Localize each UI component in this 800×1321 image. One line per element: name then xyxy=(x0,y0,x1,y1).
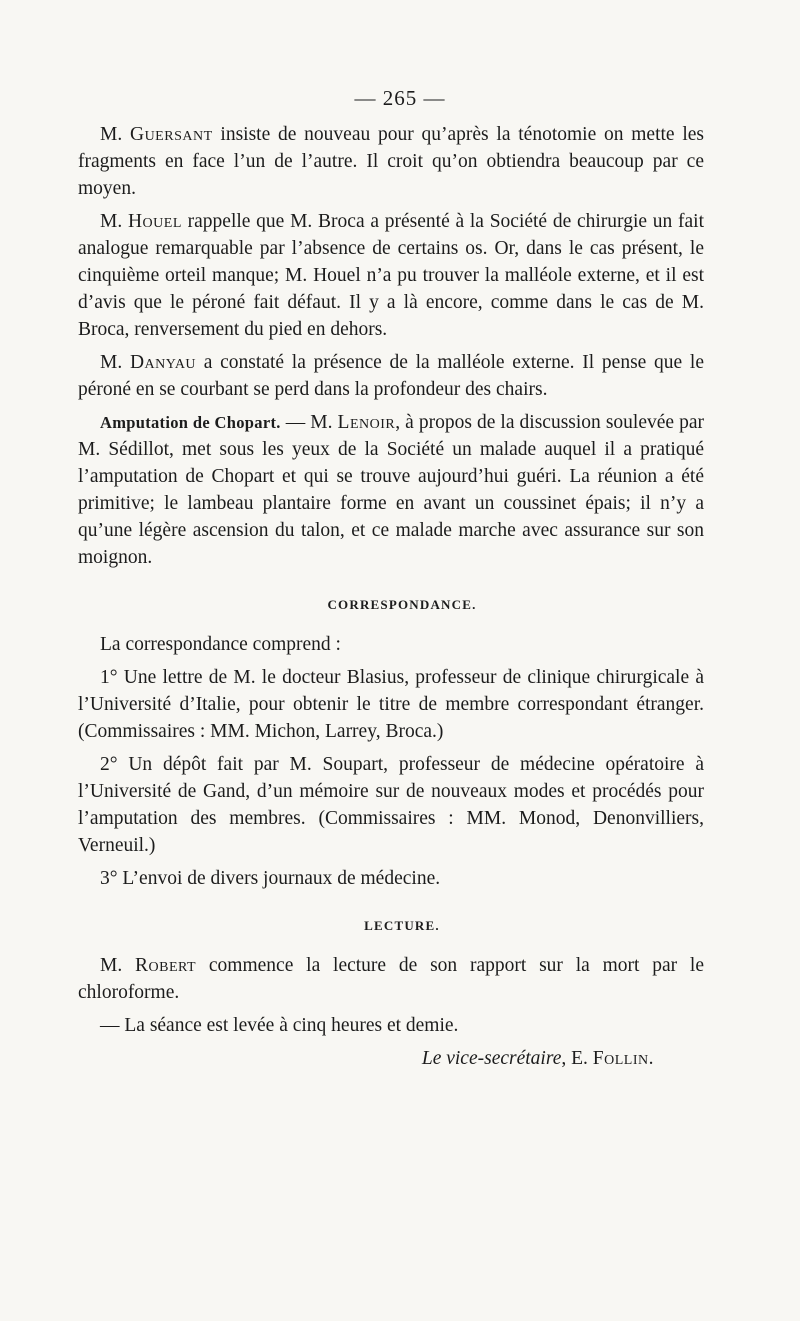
lead-dash: — M. xyxy=(280,412,338,433)
signature-role: Le vice-secrétaire xyxy=(421,1048,562,1069)
speaker-name: Houel xyxy=(127,211,182,232)
paragraph-text: a constaté la présence de la malléole externe. Il pense que le péroné en se courbant se perd dans la profondeur des chairs. xyxy=(78,352,704,400)
speaker-prefix: M. xyxy=(100,211,123,232)
correspondance-intro: La correspondance comprend : xyxy=(100,634,341,655)
section-lead: Amputation de Chopart. xyxy=(100,413,281,432)
paragraph-text: , à propos de la discussion soulevée par M. Sédillot, met sous les yeux de la Société un malade auquel il a pratiqué l’amputation de Chopart et qui se trouve aujourd’hui guéri. La réunion a été primitive; le lambeau plantaire forme en avant un coussinet épais; il n’y a qu’une légère ascension du talon, et ce malade marche avec assurance sur son moignon. xyxy=(78,412,705,568)
signature-sep: , E. xyxy=(561,1048,593,1069)
paragraph-text: insiste de nouveau pour qu’après la ténotomie on mette les fragments en face l’un de l’autre. Il croit qu’on obtiendra beaucoup par ce moyen. xyxy=(78,124,704,199)
speaker-prefix: M. xyxy=(100,955,123,976)
speaker-name: Danyau xyxy=(129,352,197,373)
heading-lecture: LECTURE. xyxy=(364,918,440,933)
speaker-name: Robert xyxy=(135,955,197,976)
closing-line: — La séance est levée à cinq heures et demie. xyxy=(100,1015,459,1036)
page-number: — 265 — xyxy=(354,86,446,110)
speaker-name: Lenoir xyxy=(337,412,396,433)
speaker-prefix: M. xyxy=(100,124,123,145)
paragraph-text: rappelle que M. Broca a présenté à la Société de chirurgie un fait analogue remarquable par l’absence de certains os. Or, dans le cas présent, le cinquième orteil manque; M. Houel n’a pu trouver la malléole externe, et il est d’avis que le péroné fait défaut. Il y a là encore, comme dans le cas de M. Broca, renversement du pied en dehors. xyxy=(78,211,704,340)
speaker-prefix: M. xyxy=(100,352,123,373)
signature xyxy=(78,1045,654,1072)
paragraph-houel xyxy=(78,208,704,343)
paragraph-chopart xyxy=(78,409,704,571)
paragraph-guersant xyxy=(78,121,704,202)
correspondance-item-2: 2° Un dépôt fait par M. Soupart, professeur de médecine opératoire à l’Université de Gand, d’un mémoire sur de nouveaux modes et procédés pour l’amputation des membres. (Commissaires : MM. Monod, Denonvilliers, Verneuil.) xyxy=(78,754,704,856)
speaker-name: Guersant xyxy=(129,124,213,145)
signature-name: Follin. xyxy=(592,1048,654,1069)
paragraph-danyau xyxy=(78,349,704,403)
paragraph-robert xyxy=(78,952,704,1006)
heading-correspondance: CORRESPONDANCE. xyxy=(327,597,477,612)
paragraph-text: commence la lecture de son rapport sur la mort par le chloroforme. xyxy=(78,955,704,1003)
correspondance-item-3: 3° L’envoi de divers journaux de médecine. xyxy=(100,868,441,889)
correspondance-item-1: 1° Une lettre de M. le docteur Blasius, professeur de clinique chirurgicale à l’Université d’Italie, pour obtenir le titre de membre correspondant étranger. (Commissaires : MM. Michon, Larrey, Broca.) xyxy=(78,667,704,742)
